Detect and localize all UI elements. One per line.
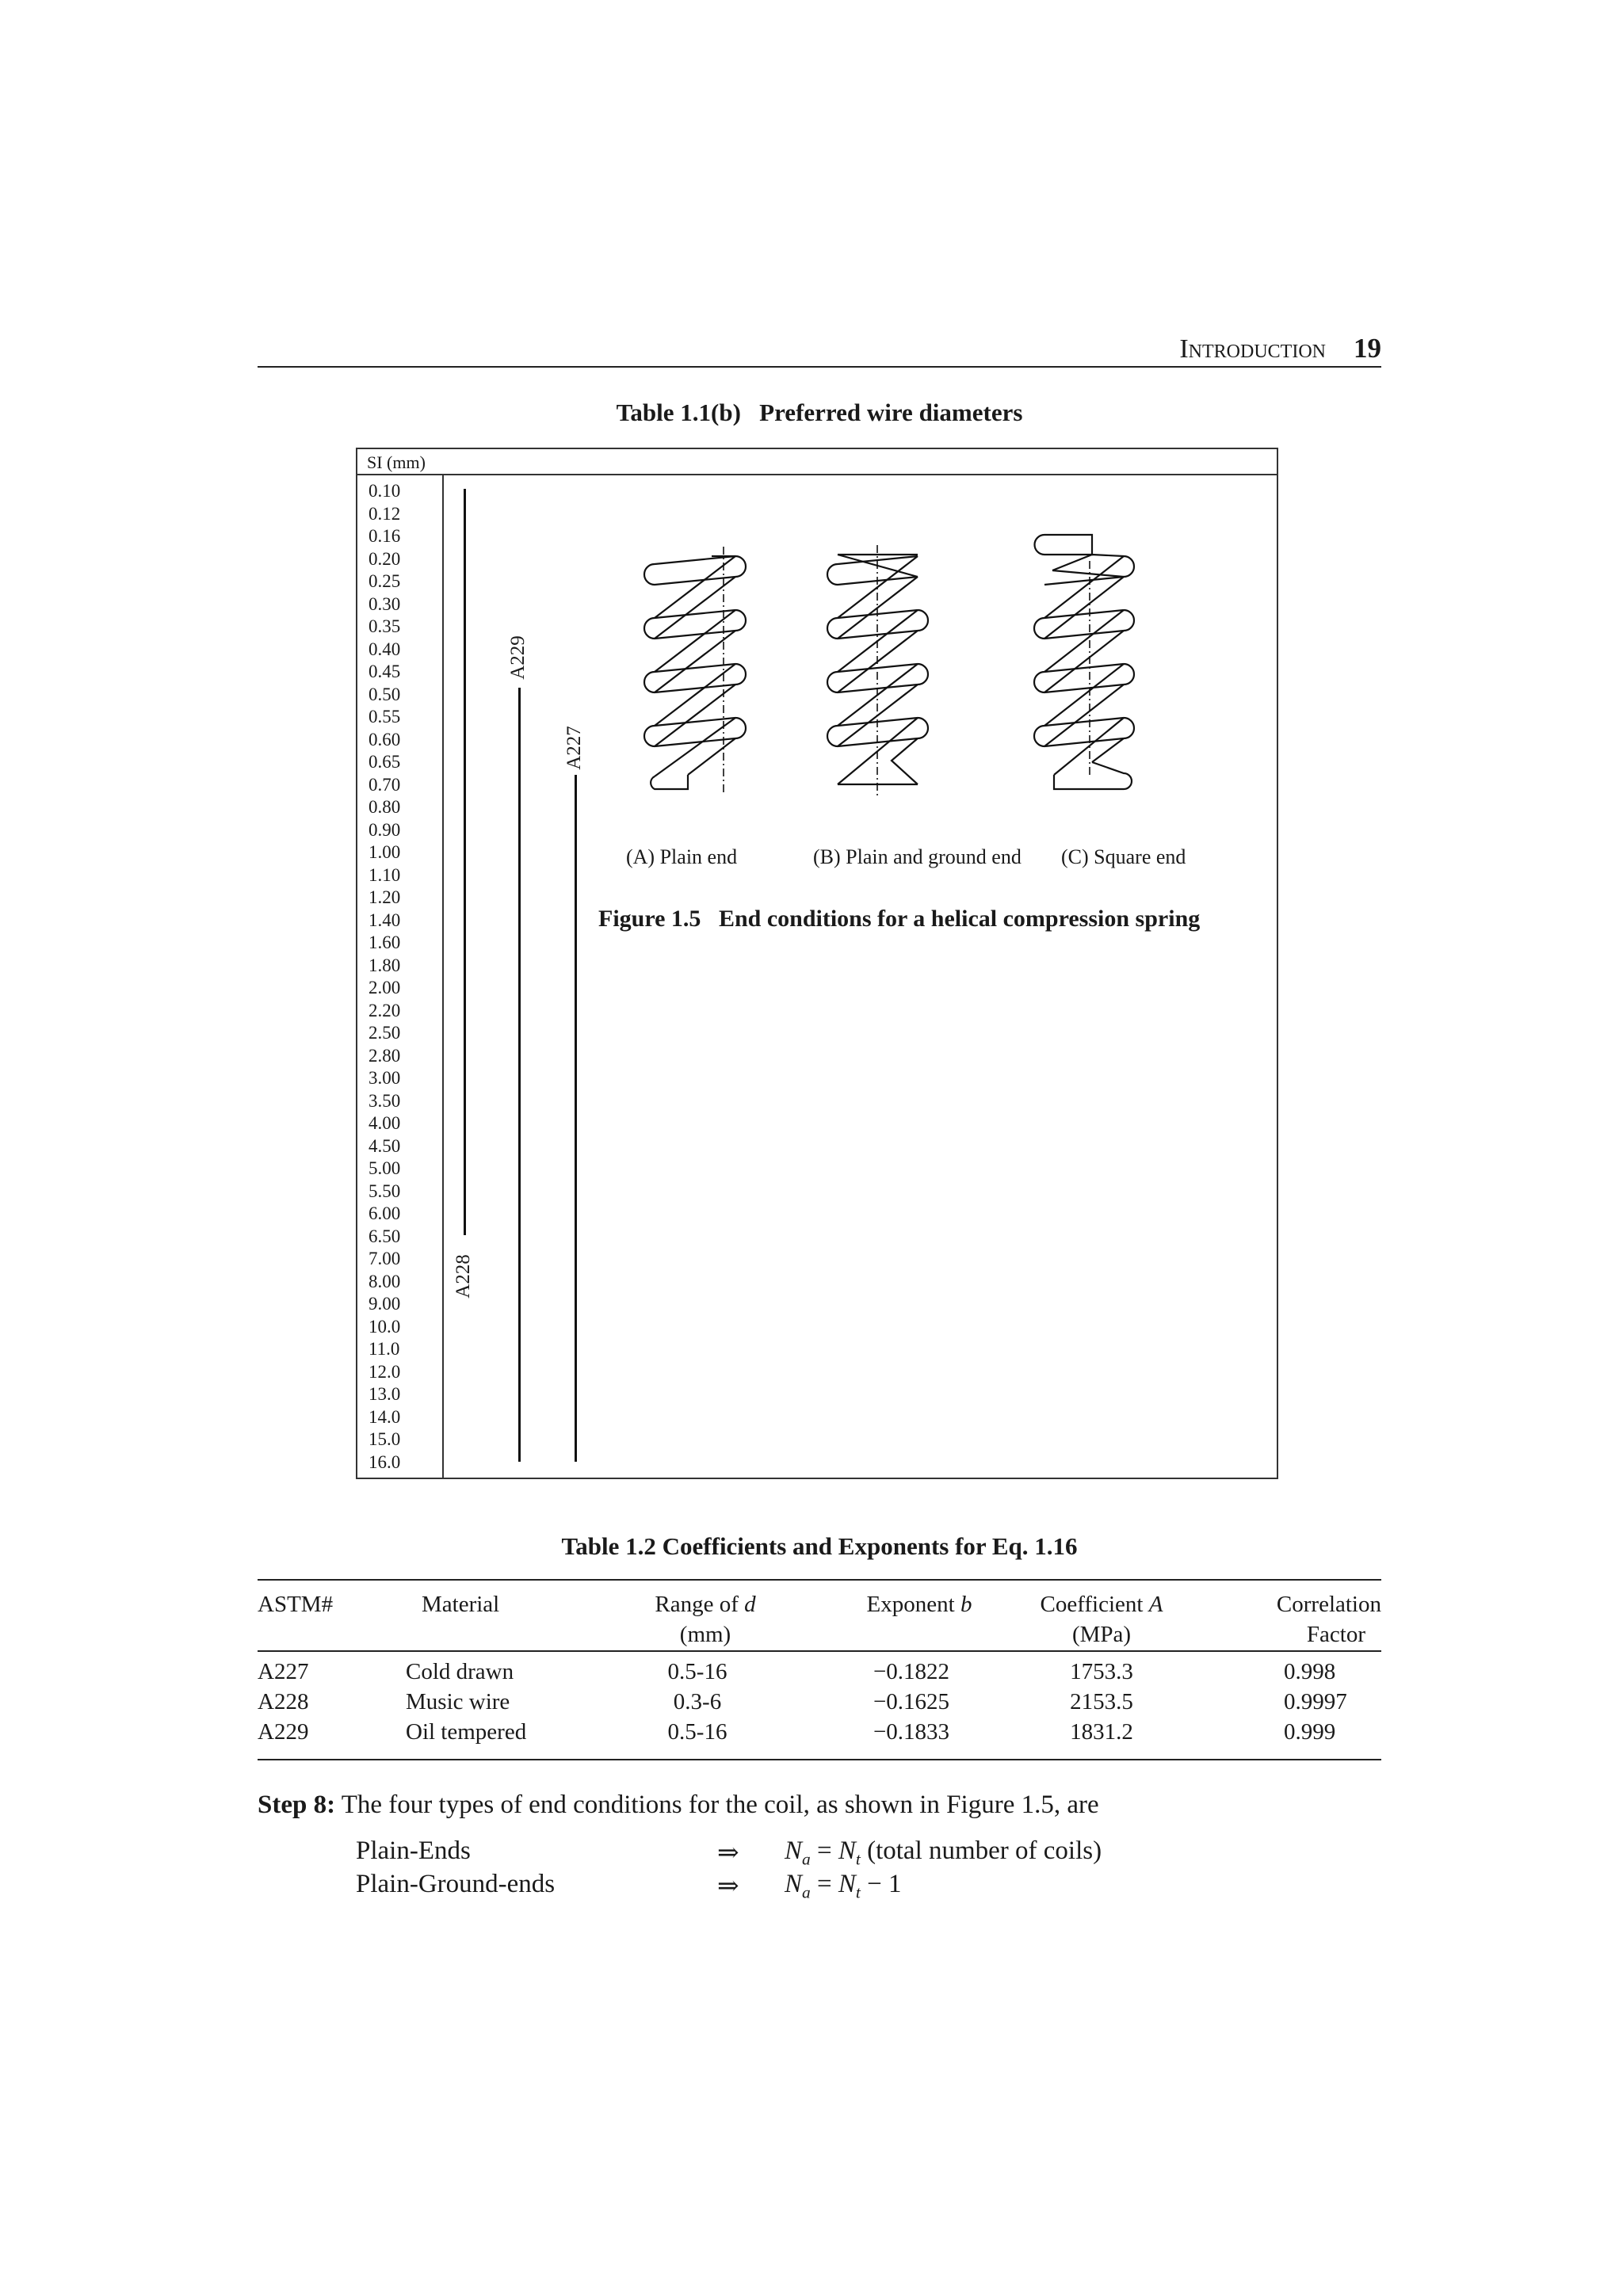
cell-astm: A228 [258, 1689, 309, 1714]
diameter-value: 5.50 [369, 1180, 401, 1201]
diameter-value: 12.0 [369, 1361, 401, 1382]
running-head-section: Introduction [1179, 334, 1326, 364]
header-correlation: Correlation Factor [1276, 1592, 1381, 1647]
table-1-1b-divider [442, 475, 444, 1478]
diameter-value: 0.25 [369, 571, 401, 591]
cell-correlation: 0.998 [1284, 1659, 1336, 1684]
diameter-value: 6.00 [369, 1203, 401, 1223]
diameter-value: 0.16 [369, 526, 401, 546]
range-line-a227 [575, 775, 577, 1462]
diameter-value: 13.0 [369, 1384, 401, 1404]
spring-plain-end [644, 547, 746, 792]
diameter-value: 4.00 [369, 1113, 401, 1133]
cell-range: 0.5-16 [667, 1659, 727, 1684]
cell-coefficient: 1831.2 [1070, 1719, 1133, 1745]
diameter-value: 11.0 [369, 1339, 400, 1359]
figure-1-5-caption: Figure 1.5 End conditions for a helical compression spring [598, 906, 1201, 932]
cell-material: Oil tempered [406, 1719, 527, 1745]
diameter-value: 1.80 [369, 955, 401, 975]
figure-panel-b-caption: (B) Plain and ground end [813, 845, 1022, 868]
diameter-value: 0.80 [369, 797, 401, 817]
condition-equation: $N_a = N_t$ (total number of coils) [785, 1836, 1102, 1869]
running-head [258, 333, 1381, 368]
diameter-value: 0.45 [369, 662, 401, 681]
table-1-2-caption: Table 1.2 Coefficients and Exponents for Eq. 1.16 [561, 1532, 1078, 1560]
implies-arrow: ⇒ [717, 1839, 739, 1867]
diameter-value: 7.00 [369, 1249, 401, 1268]
diameter-value: 3.00 [369, 1068, 401, 1088]
cell-range: 0.3-6 [673, 1689, 722, 1714]
range-line-a229 [518, 688, 521, 1462]
range-label-a228: A228 [453, 1254, 474, 1299]
cell-astm: A229 [258, 1719, 309, 1745]
table-1-2-bottom-rule [258, 1759, 1381, 1760]
diameter-value: 1.60 [369, 933, 401, 952]
diameter-value: 0.40 [369, 639, 401, 659]
diameter-value: 1.20 [369, 887, 401, 907]
diameter-value: 0.20 [369, 548, 401, 569]
spring-square-end [1034, 535, 1134, 789]
header-coefficient: Coefficient A (MPa) [1040, 1592, 1163, 1647]
table-1-2-header-rule [258, 1650, 1381, 1652]
diameter-value: 0.30 [369, 593, 401, 614]
diameter-value: 0.35 [369, 616, 401, 636]
diameter-value: 2.80 [369, 1045, 401, 1066]
cell-material: Music wire [406, 1689, 510, 1714]
diameter-value: 0.60 [369, 729, 401, 749]
table-1-1b-header [356, 448, 1278, 475]
diameter-value: 1.40 [369, 910, 401, 930]
figure-1-5-springs [586, 523, 1252, 840]
diameter-value: 15.0 [369, 1429, 401, 1449]
diameter-value: 1.00 [369, 842, 401, 862]
range-label-a229: A229 [507, 635, 529, 680]
figure-panel-a-caption: (A) Plain end [626, 845, 738, 868]
diameter-value: 0.65 [369, 752, 401, 772]
cell-material: Cold drawn [406, 1659, 514, 1684]
header-astm: ASTM# [258, 1592, 334, 1617]
diameter-list [369, 480, 440, 1474]
range-label-a227: A227 [563, 726, 585, 770]
diameter-value: 0.12 [369, 503, 401, 524]
diameter-value: 2.20 [369, 1000, 401, 1020]
implies-arrow: ⇒ [717, 1872, 739, 1901]
header-range: Range of d (mm) [655, 1592, 756, 1647]
diameter-value: 14.0 [369, 1406, 401, 1427]
diameter-value: 6.50 [369, 1226, 401, 1246]
diameter-value: 10.0 [369, 1316, 401, 1337]
table-1-2-top-rule [258, 1579, 1381, 1581]
spring-plain-ground-end [827, 545, 928, 796]
condition-equation: $N_a = N_t - 1$ [785, 1870, 902, 1902]
diameter-value: 1.10 [369, 864, 401, 885]
diameter-value: 8.00 [369, 1271, 401, 1291]
diameter-value: 0.70 [369, 774, 401, 795]
table-1-1b-caption: Table 1.1(b) Preferred wire diameters [616, 399, 1023, 426]
diameter-value: 16.0 [369, 1451, 401, 1472]
figure-panel-c-caption: (C) Square end [1061, 845, 1186, 868]
cell-astm: A227 [258, 1659, 309, 1684]
diameter-value: 0.55 [369, 707, 401, 727]
cell-correlation: 0.9997 [1284, 1689, 1347, 1714]
cell-exponent: −0.1822 [873, 1659, 950, 1684]
cell-range: 0.5-16 [667, 1719, 727, 1745]
condition-name: Plain-Ground-ends [356, 1870, 556, 1898]
cell-exponent: −0.1833 [873, 1719, 950, 1745]
diameter-value: 2.00 [369, 978, 401, 997]
page-number: 19 [1354, 333, 1381, 364]
diameter-value: 9.00 [369, 1294, 401, 1314]
diameter-value: 0.50 [369, 684, 401, 704]
diameter-value: 4.50 [369, 1135, 401, 1156]
range-line-a228 [464, 489, 466, 1235]
cell-coefficient: 1753.3 [1070, 1659, 1133, 1684]
cell-coefficient: 2153.5 [1070, 1689, 1133, 1714]
diameter-value: 0.90 [369, 819, 401, 840]
header-exponent: Exponent b [866, 1592, 972, 1617]
cell-exponent: −0.1625 [873, 1689, 950, 1714]
diameter-value: 0.10 [369, 481, 401, 501]
header-material: Material [422, 1592, 500, 1617]
diameter-value: 5.00 [369, 1158, 401, 1178]
step-8-paragraph: Step 8: The four types of end conditions for the coil, as shown in Figure 1.5, are [258, 1791, 1099, 1819]
si-mm-header: SI (mm) [367, 452, 426, 472]
diameter-value: 3.50 [369, 1090, 401, 1111]
condition-name: Plain-Ends [356, 1836, 471, 1865]
diameter-value: 2.50 [369, 1023, 401, 1043]
cell-correlation: 0.999 [1284, 1719, 1336, 1745]
